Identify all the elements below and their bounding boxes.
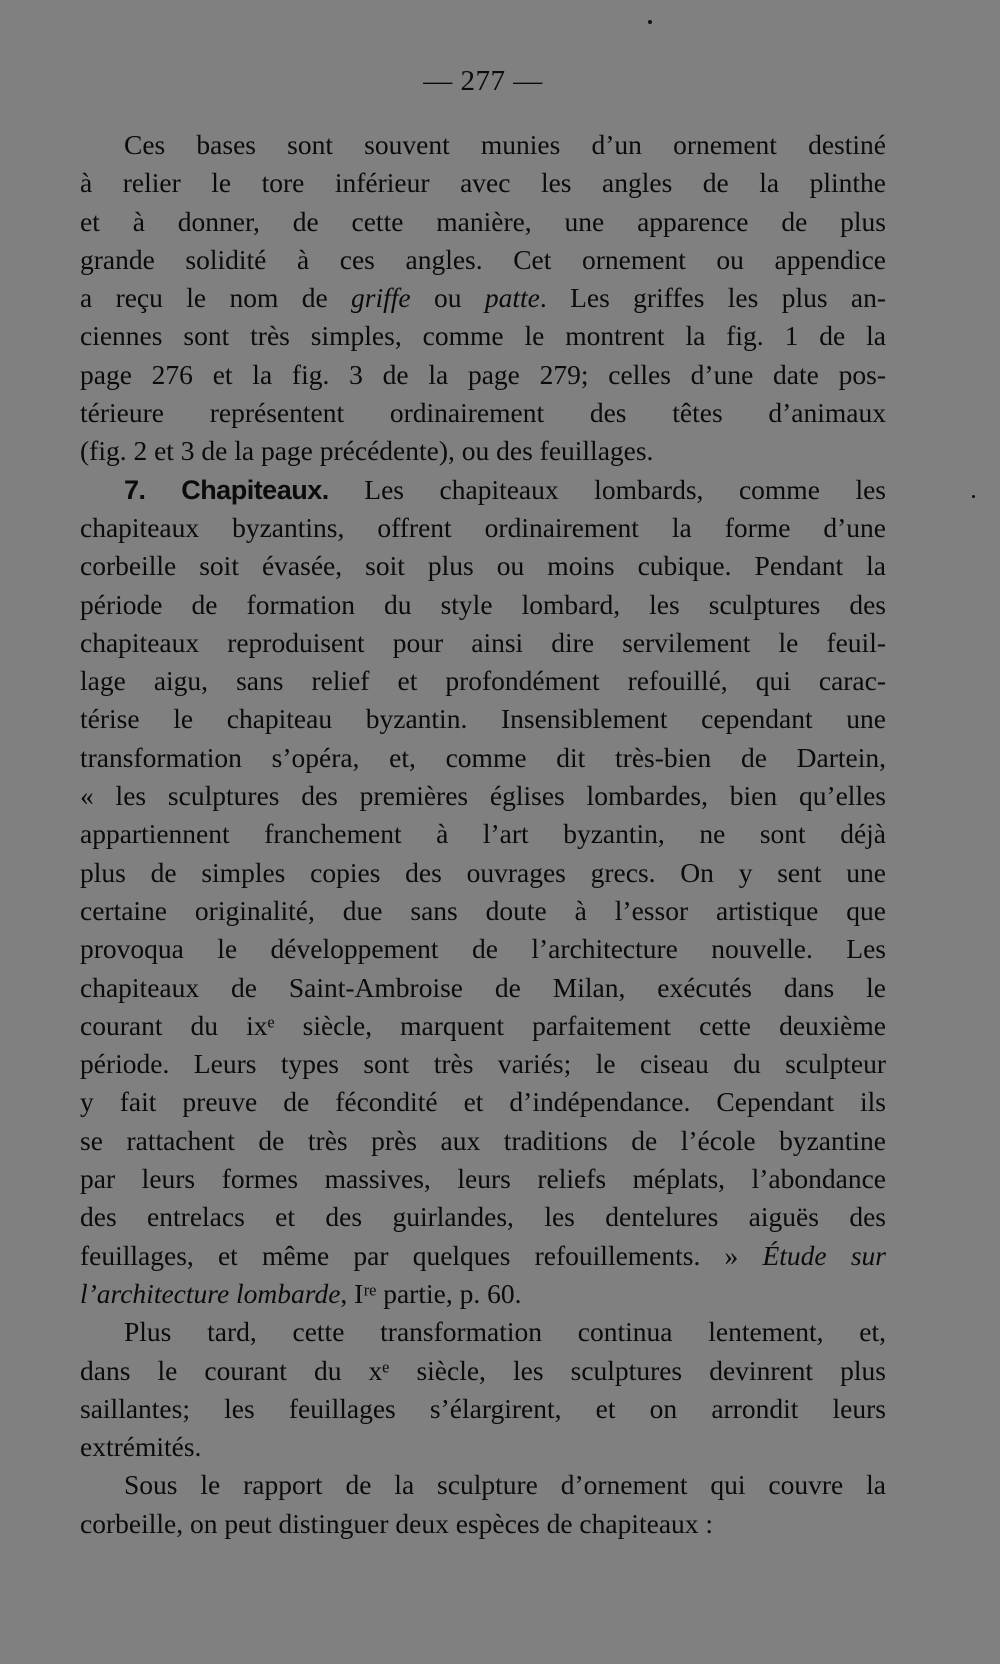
text-line: térieure représentent ordinairement des têtes d’animaux — [80, 397, 886, 429]
text-line: saillantes; les feuillages s’élargirent, et on arrondit leurs — [80, 1392, 886, 1424]
text-line: extrémités. — [80, 1431, 202, 1463]
text-line: des entrelacs et des guirlandes, les dentelures aiguës des — [80, 1201, 886, 1233]
text-line: « les sculptures des premières églises lombardes, bien qu’elles — [80, 780, 886, 812]
text-line: (fig. 2 et 3 de la page précédente), ou des feuillages. — [80, 435, 654, 467]
text-line: lage aigu, sans relief et profondément refouillé, qui carac- — [80, 665, 886, 697]
text-line: y fait preuve de fécondité et d’indépendance. Cependant ils — [80, 1086, 886, 1118]
text-line: chapiteaux de Saint-Ambroise de Milan, exécutés dans le — [80, 971, 886, 1003]
italic-text: griffe — [351, 282, 411, 314]
paragraph-p3 — [80, 1313, 886, 1466]
text-line: corbeille, on peut distinguer deux espèces de chapiteaux : — [80, 1507, 714, 1539]
text-line: dans le courant du xᵉ siècle, les sculptures devinrent plus — [80, 1354, 886, 1386]
text-line: transformation s’opéra, et, comme dit très-bien de Dartein, — [80, 741, 886, 773]
scan-speck — [648, 20, 652, 24]
book-page — [80, 56, 886, 1543]
text-line: corbeille soit évasée, soit plus ou moins cubique. Pendant la — [80, 550, 886, 582]
text-line: par leurs formes massives, leurs reliefs méplats, l’abondance — [80, 1163, 886, 1195]
text-line: à relier le tore inférieur avec les angles de la plinthe — [80, 167, 886, 199]
text-line: térise le chapiteau byzantin. Insensiblement cependant une — [80, 703, 886, 735]
text-line: courant du ixᵉ siècle, marquent parfaitement cette deuxième — [80, 1009, 886, 1041]
text-line: appartiennent franchement à l’art byzantin, ne sont déjà — [80, 818, 886, 850]
scan-speck — [972, 495, 975, 498]
text-line: chapiteaux byzantins, offrent ordinairement la forme d’une — [80, 511, 886, 543]
italic-text: l’architecture lombarde — [80, 1277, 341, 1309]
paragraph-p2 — [80, 471, 886, 1314]
italic-text: patte — [484, 282, 540, 314]
text-line: a reçu le nom de griffe ou patte. Les griffes les plus an- — [80, 282, 886, 314]
paragraph-p4 — [80, 1466, 886, 1543]
text-line: l’architecture lombarde, Iʳᵉ partie, p. 60. — [80, 1277, 522, 1309]
text-line: certaine originalité, due sans doute à l’essor artistique que — [80, 894, 886, 926]
text-line: période. Leurs types sont très variés; le ciseau du sculpteur — [80, 1048, 886, 1080]
text-line: et à donner, de cette manière, une apparence de plus — [80, 205, 886, 237]
text-line: se rattachent de très près aux traditions de l’école byzantine — [80, 1124, 886, 1156]
italic-text: Étude sur — [762, 1239, 886, 1271]
paragraph-p1 — [80, 126, 886, 471]
text-line: provoqua le développement de l’architecture nouvelle. Les — [80, 933, 886, 965]
text-line: ciennes sont très simples, comme le montrent la fig. 1 de la — [80, 320, 886, 352]
page-body — [80, 126, 886, 1543]
text-line: Sous le rapport de la sculpture d’ornement qui couvre la — [124, 1469, 886, 1501]
text-line: 7. Chapiteaux. Les chapiteaux lombards, comme les — [124, 473, 886, 505]
text-line: page 276 et la fig. 3 de la page 279; celles d’une date pos- — [80, 358, 886, 390]
text-line: Ces bases sont souvent munies d’un ornement destiné — [124, 129, 886, 160]
text-line: Plus tard, cette transformation continua lentement, et, — [124, 1316, 886, 1348]
section-heading: 7. Chapiteaux. — [124, 474, 329, 505]
text-line: grande solidité à ces angles. Cet ornement ou appendice — [80, 243, 886, 275]
text-line: feuillages, et même par quelques refouillements. » Étude sur — [80, 1239, 886, 1271]
page-number: — 277 — — [423, 65, 543, 97]
text-line: période de formation du style lombard, les sculptures des — [80, 588, 886, 620]
text-line: chapiteaux reproduisent pour ainsi dire servilement le feuil- — [80, 626, 886, 658]
text-line: plus de simples copies des ouvrages grecs. On y sent une — [80, 856, 886, 888]
